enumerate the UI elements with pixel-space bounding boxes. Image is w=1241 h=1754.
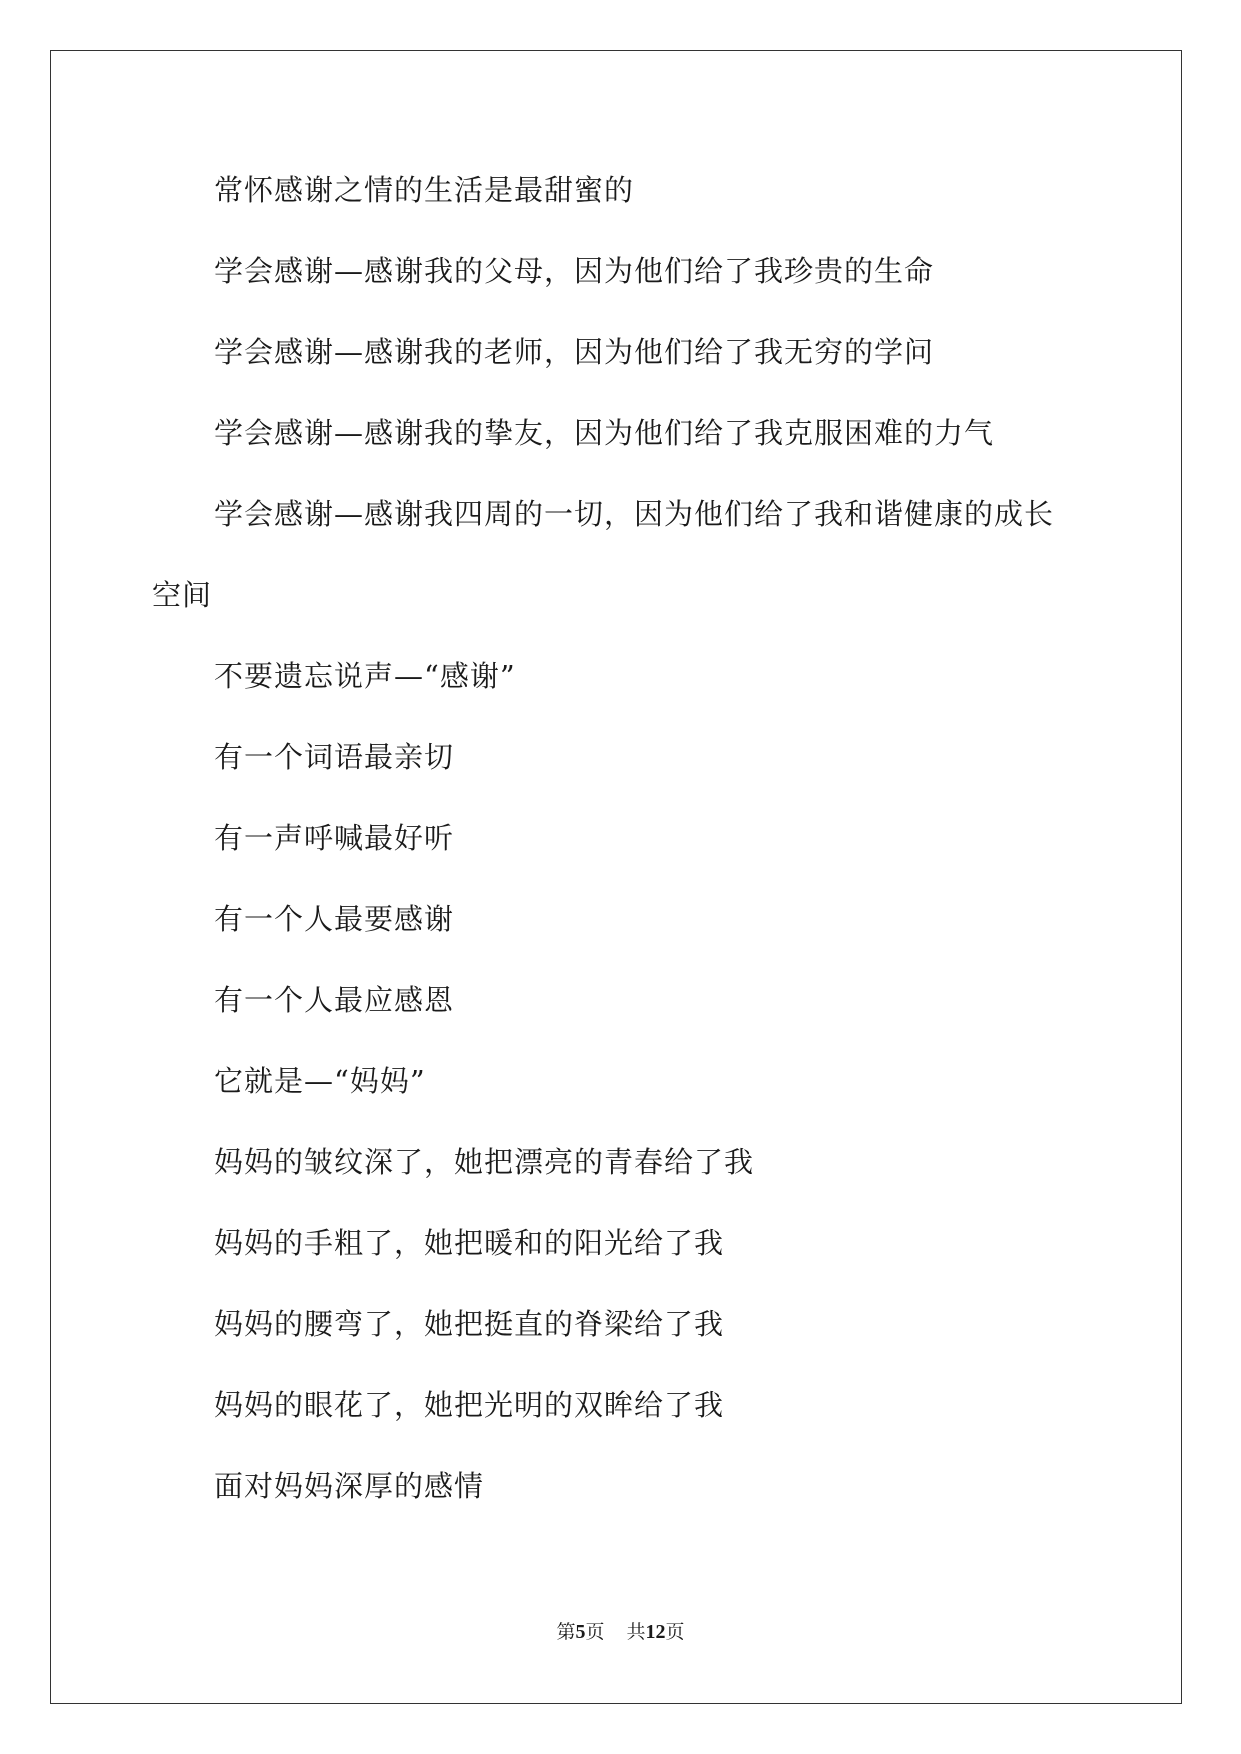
page-total: 12	[645, 1621, 666, 1643]
text-line-7: 不要遗忘说声—“感谢”	[214, 659, 516, 693]
text-line-12: 它就是—“妈妈”	[214, 1064, 426, 1098]
text-line-13: 妈妈的皱纹深了，她把漂亮的青春给了我	[214, 1145, 755, 1179]
total-prefix: 共	[626, 1621, 646, 1643]
text-line-1: 常怀感谢之情的生活是最甜蜜的	[214, 173, 635, 207]
text-line-17: 面对妈妈深厚的感情	[214, 1469, 485, 1503]
text-line-2: 学会感谢—感谢我的父母，因为他们给了我珍贵的生命	[214, 254, 935, 288]
text-line-8: 有一个词语最亲切	[214, 740, 455, 774]
text-line-6: 空间	[152, 578, 213, 612]
text-line-10: 有一个人最要感谢	[214, 902, 455, 936]
text-line-5: 学会感谢—感谢我四周的一切，因为他们给了我和谐健康的成长	[214, 497, 1055, 531]
page-number: 5	[575, 1621, 586, 1643]
page-footer	[0, 1618, 1241, 1646]
text-line-11: 有一个人最应感恩	[214, 983, 455, 1017]
text-line-3: 学会感谢—感谢我的老师，因为他们给了我无穷的学问	[214, 335, 935, 369]
page-border	[50, 50, 1182, 1704]
page-prefix: 第	[556, 1621, 576, 1643]
text-line-9: 有一声呼喊最好听	[214, 821, 455, 855]
total-suffix: 页	[665, 1621, 685, 1643]
text-line-4: 学会感谢—感谢我的挚友，因为他们给了我克服困难的力气	[214, 416, 995, 450]
page-suffix: 页	[585, 1621, 605, 1643]
text-line-14: 妈妈的手粗了，她把暖和的阳光给了我	[214, 1226, 725, 1260]
text-line-15: 妈妈的腰弯了，她把挺直的脊梁给了我	[214, 1307, 725, 1341]
text-line-16: 妈妈的眼花了，她把光明的双眸给了我	[214, 1388, 725, 1422]
